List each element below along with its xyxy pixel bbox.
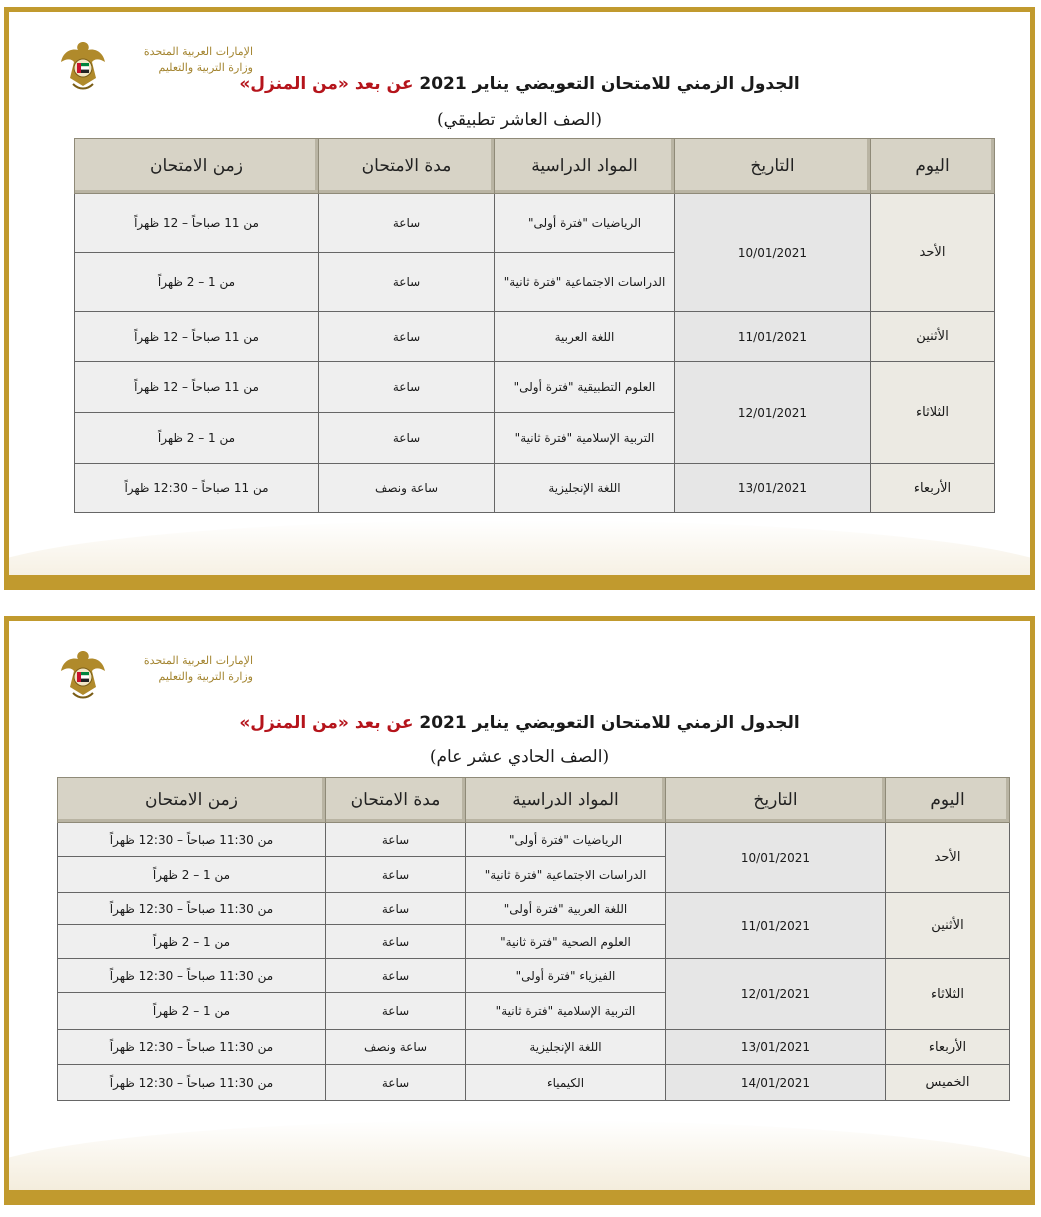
duration-cell: ساعة [326,959,466,993]
day-cell: الأثنين [871,312,995,362]
day-cell: الأثنين [886,893,1010,959]
title-main: الجدول الزمني للامتحان التعويضي يناير 2021 [419,74,800,94]
time-cell: من 11 صباحاً – 12 ظهراً [75,312,319,362]
table-row [58,823,1010,857]
date-cell: 10/01/2021 [675,194,871,312]
date-cell: 12/01/2021 [675,362,871,464]
grade-subtitle: (الصف العاشر تطبيقي) [437,110,602,130]
table-row [75,464,995,513]
day-cell: الأربعاء [871,464,995,513]
table-row [75,362,995,413]
subject-cell: التربية الإسلامية "فترة ثانية" [495,413,675,464]
day-cell: الخميس [886,1065,1010,1101]
subject-cell: العلوم التطبيقية "فترة أولى" [495,362,675,413]
schedule-title [9,74,1030,94]
subject-cell: الدراسات الاجتماعية "فترة ثانية" [466,857,666,893]
time-cell: من 11:30 صباحاً – 12:30 ظهراً [58,1030,326,1065]
schedule-sheet-grade10 [4,7,1035,590]
time-cell: من 11:30 صباحاً – 12:30 ظهراً [58,959,326,993]
header-day: اليوم [871,139,995,194]
duration-cell: ساعة [319,413,495,464]
duration-cell: ساعة [326,1065,466,1101]
date-cell: 12/01/2021 [666,959,886,1030]
header-subject: المواد الدراسية [495,139,675,194]
subject-cell: الفيزياء "فترة أولى" [466,959,666,993]
time-cell: من 11:30 صباحاً – 12:30 ظهراً [58,1065,326,1101]
duration-cell: ساعة [326,857,466,893]
title-remote: عن بعد «من المنزل» [239,74,414,94]
header-day: اليوم [886,778,1010,823]
grade-subtitle: (الصف الحادي عشر عام) [429,747,610,767]
time-cell: من 1 – 2 ظهراً [58,925,326,959]
subject-cell: اللغة الإنجليزية [466,1030,666,1065]
title-remote: عن بعد «من المنزل» [239,713,414,733]
day-cell: الأحد [871,194,995,312]
subject-cell: اللغة العربية "فترة أولى" [466,893,666,925]
header-time: زمن الامتحان [58,778,326,823]
table-row [58,959,1010,993]
schedule-table-grade10 [74,138,995,513]
table-row [58,893,1010,925]
ministry-logo [57,647,257,709]
date-cell: 14/01/2021 [666,1065,886,1101]
ministry-line-1: الإمارات العربية المتحدة [143,45,253,58]
table-row [58,1065,1010,1101]
subject-cell: الكيمياء [466,1065,666,1101]
time-cell: من 11:30 صباحاً – 12:30 ظهراً [58,893,326,925]
day-cell: الأحد [886,823,1010,893]
day-cell: الثلاثاء [886,959,1010,1030]
header-time: زمن الامتحان [75,139,319,194]
date-cell: 11/01/2021 [666,893,886,959]
time-cell: من 11:30 صباحاً – 12:30 ظهراً [58,823,326,857]
date-cell: 11/01/2021 [675,312,871,362]
table-header-row [75,139,995,194]
table-header-row [58,778,1010,823]
duration-cell: ساعة [319,194,495,253]
duration-cell: ساعة [326,823,466,857]
uae-eagle-emblem-icon [57,647,109,703]
duration-cell: ساعة [326,993,466,1030]
header-date: التاريخ [666,778,886,823]
header-duration: مدة الامتحان [319,139,495,194]
table-row [75,312,995,362]
header-date: التاريخ [675,139,871,194]
gold-band [9,575,1030,585]
schedule-title [9,713,1030,733]
time-cell: من 1 – 2 ظهراً [58,993,326,1030]
subject-cell: العلوم الصحية "فترة ثانية" [466,925,666,959]
time-cell: من 1 – 2 ظهراً [75,413,319,464]
schedule-sheet-grade11 [4,616,1035,1205]
day-cell: الثلاثاء [871,362,995,464]
ministry-line-1: الإمارات العربية المتحدة [143,654,253,667]
ministry-line-2: وزارة التربية والتعليم [158,61,253,74]
subject-cell: الدراسات الاجتماعية "فترة ثانية" [495,253,675,312]
duration-cell: ساعة [326,925,466,959]
time-cell: من 11 صباحاً – 12 ظهراً [75,194,319,253]
title-main: الجدول الزمني للامتحان التعويضي يناير 2021 [419,713,800,733]
time-cell: من 11 صباحاً – 12 ظهراً [75,362,319,413]
date-cell: 13/01/2021 [666,1030,886,1065]
ministry-line-2: وزارة التربية والتعليم [158,670,253,683]
subject-cell: الرياضيات "فترة أولى" [495,194,675,253]
date-cell: 10/01/2021 [666,823,886,893]
header-subject: المواد الدراسية [466,778,666,823]
duration-cell: ساعة [319,312,495,362]
table-row [58,1030,1010,1065]
time-cell: من 11 صباحاً – 12:30 ظهراً [75,464,319,513]
table-row [75,194,995,253]
subject-cell: اللغة العربية [495,312,675,362]
duration-cell: ساعة ونصف [326,1030,466,1065]
duration-cell: ساعة [326,893,466,925]
subject-cell: الرياضيات "فترة أولى" [466,823,666,857]
header-duration: مدة الامتحان [326,778,466,823]
day-cell: الأربعاء [886,1030,1010,1065]
subject-cell: التربية الإسلامية "فترة ثانية" [466,993,666,1030]
schedule-table-grade11 [57,777,1010,1101]
subject-cell: اللغة الإنجليزية [495,464,675,513]
duration-cell: ساعة ونصف [319,464,495,513]
time-cell: من 1 – 2 ظهراً [58,857,326,893]
gold-band [9,1190,1030,1200]
duration-cell: ساعة [319,253,495,312]
duration-cell: ساعة [319,362,495,413]
time-cell: من 1 – 2 ظهراً [75,253,319,312]
date-cell: 13/01/2021 [675,464,871,513]
